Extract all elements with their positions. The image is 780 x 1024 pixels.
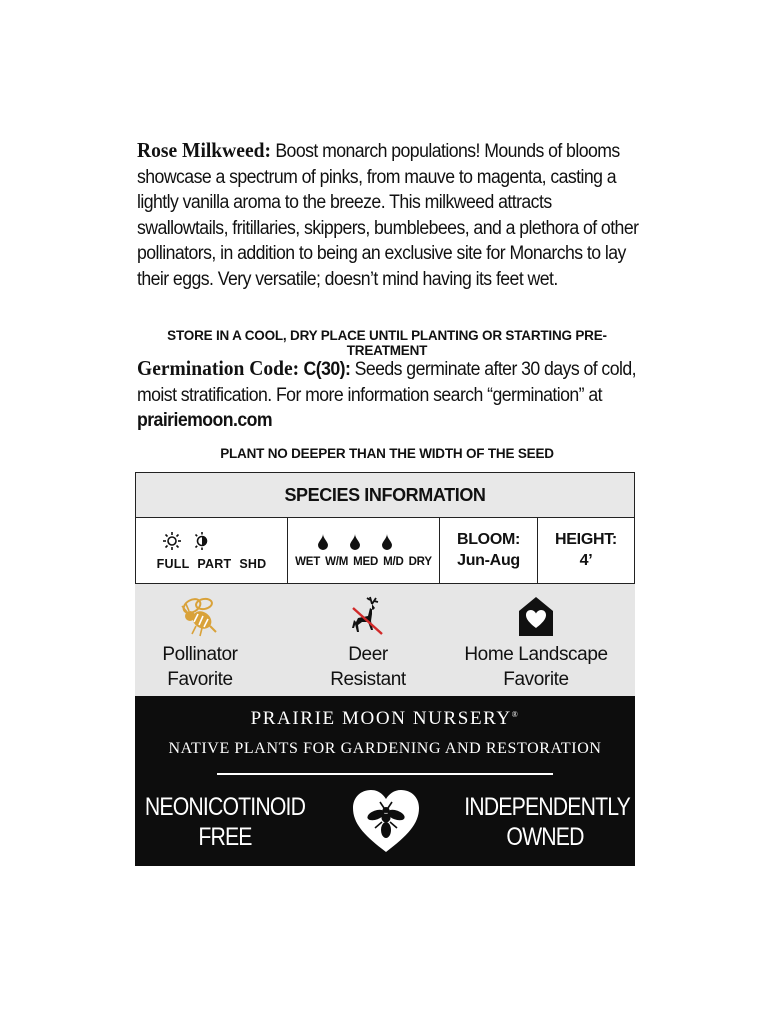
moisture-label-dry: DRY [408,555,432,568]
badge-pollinator-line2: Favorite [167,669,233,690]
independently-line2: OWNED [506,823,584,851]
footer-divider [217,773,553,775]
water-drop-icon [381,534,393,550]
badge-home-line1: Home Landscape [464,644,608,665]
badge-home-line2: Favorite [503,669,569,690]
sun-label-part: PART [197,556,232,571]
height-label: HEIGHT: [555,531,617,548]
moisture-cell [288,518,440,583]
germination-label: Germination Code: [137,356,300,380]
brand-tagline: NATIVE PLANTS FOR GARDENING AND RESTORATION [168,740,602,757]
badge-home-landscape [451,592,621,692]
house-heart-icon [516,594,556,638]
moisture-labels [295,556,432,568]
sun-exposure-cell [136,518,288,583]
moisture-label-wet: WET [295,555,321,568]
independently-owned [464,792,630,852]
storage-note: STORE IN A COOL, DRY PLACE UNTIL PLANTING OR STARTING PRE-TREATMENT [167,328,607,358]
heart-bee-icon [351,788,421,854]
bloom-label: BLOOM: [456,531,521,548]
feature-badges [135,584,635,696]
plant-name: Rose Milkweed: [137,138,271,162]
sun-labels [157,557,267,571]
bloom-value: Jun-Aug [457,552,520,569]
description-body: Boost monarch populations! Mounds of blooms showcase a spectrum of pinks, from mauve to magenta, casting a lightly vanilla aroma to the breeze. This milkweed attracts swallowtails, fritillaries, skippers, bumblebees, and a plethora of other pollinators, in addition to being an exclusive site for Monarchs to lay their eggs. Very versatile; doesn’t mind having its feet wet. [137,141,639,290]
full-sun-icon [162,531,182,551]
sun-label-full: FULL [156,556,190,571]
bloom-cell [440,518,538,583]
badge-deer-line2: Resistant [330,669,406,690]
brand-name-text: PRAIRIE MOON NURSERY [250,708,512,729]
germination-paragraph [137,356,639,434]
independently-line1: INDEPENDENTLY [464,793,630,821]
deer-crossed-icon [348,594,388,638]
badge-deer [283,592,453,692]
moisture-label-med: MED [353,555,379,568]
moisture-label-md: M/D [383,555,404,568]
water-drop-icon [349,534,361,550]
germination-text: Seeds germinate after 30 days of cold, moist stratification. For more information search “germination” at [137,359,636,406]
badge-pollinator-line1: Pollinator [162,644,238,665]
brand-name [135,708,635,730]
neonicotinoid-line1: NEONICOTINOID [144,793,306,821]
neonicotinoid-free [144,792,306,852]
height-value: 4’ [579,552,593,569]
neonicotinoid-line2: FREE [198,823,252,851]
germination-code: C(30): [303,359,351,380]
moisture-label-wm: W/M [325,555,349,568]
water-drop-icon [317,534,329,550]
planting-note: PLANT NO DEEPER THAN THE WIDTH OF THE SEED [220,446,554,461]
description-paragraph [137,138,639,292]
website-link[interactable]: prairiemoon.com [137,410,272,431]
species-info-row [136,518,634,583]
species-info-box [135,472,635,584]
bee-icon [178,594,222,638]
registered-mark: ® [511,710,520,719]
badge-pollinator [115,592,285,692]
badge-deer-line1: Deer [348,644,388,665]
brand-footer [135,696,635,866]
part-sun-icon [192,531,212,551]
species-info-header: SPECIES INFORMATION [136,473,634,518]
sun-label-shade: SHD [239,556,267,571]
height-cell [538,518,634,583]
